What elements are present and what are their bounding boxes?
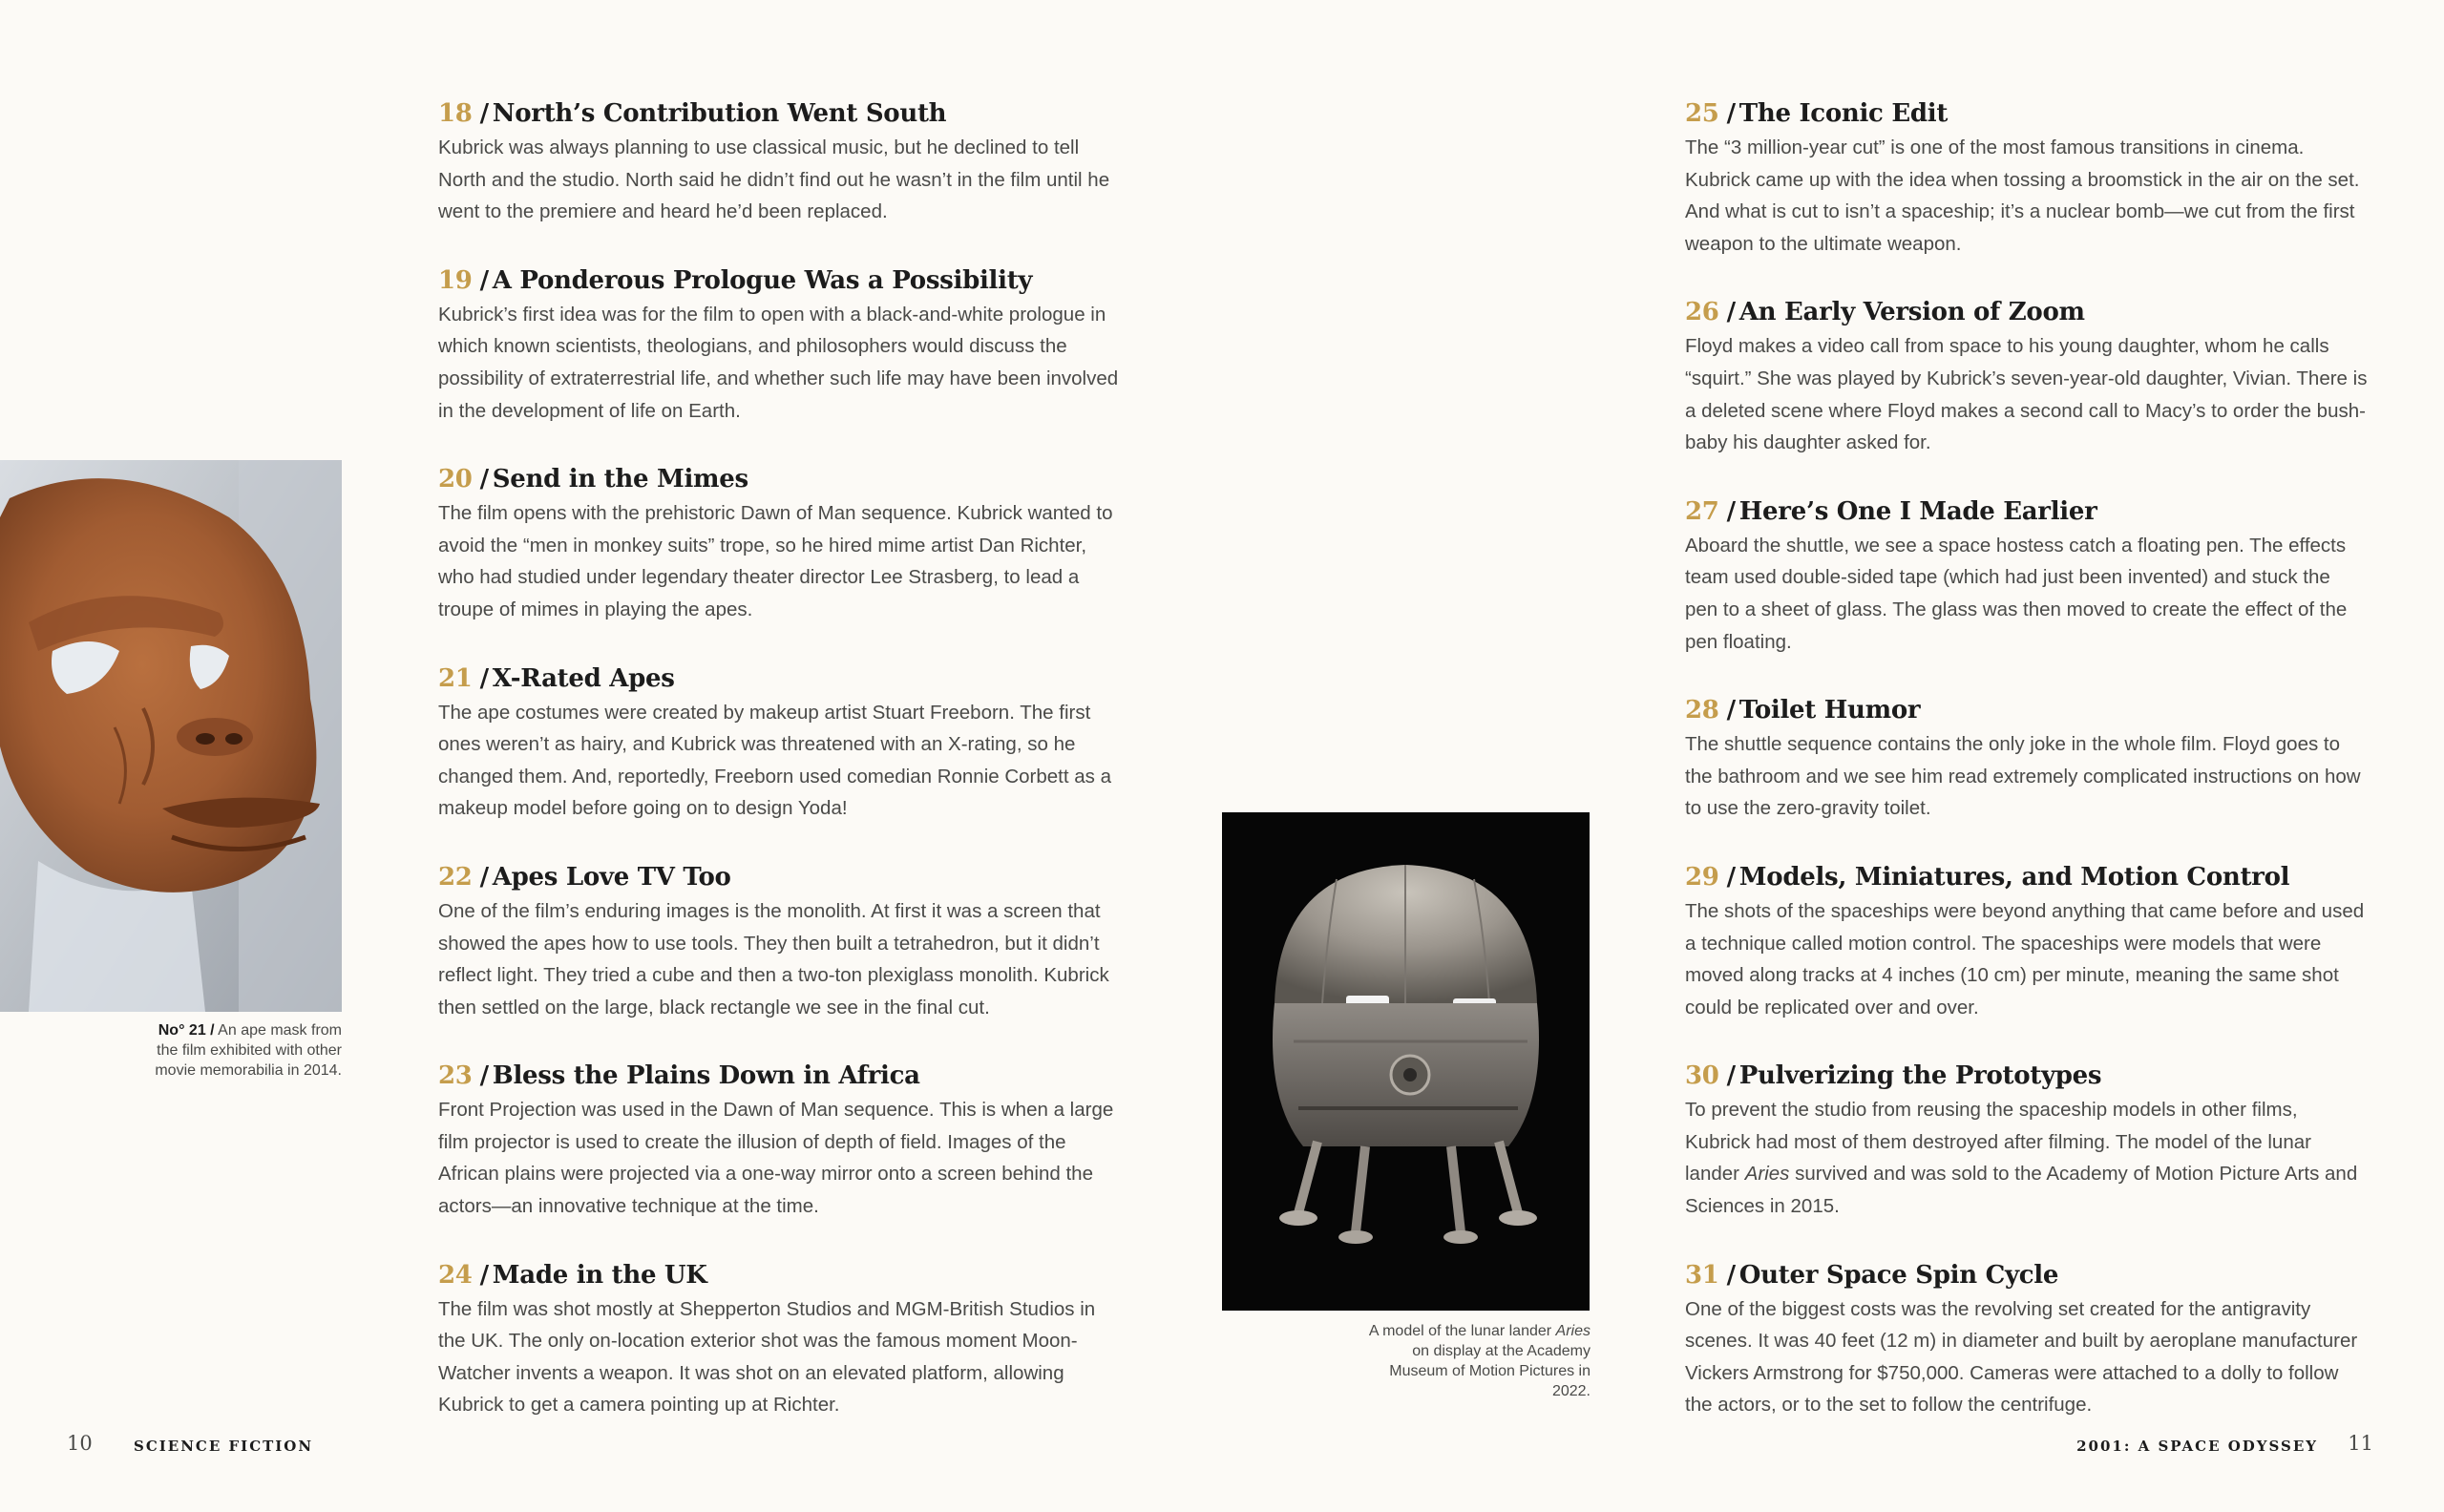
entry-title: Outer Space Spin Cycle: [1738, 1260, 2059, 1290]
entry-number: 22: [438, 862, 473, 892]
entry-19: [438, 262, 1121, 427]
entry-22: [438, 859, 1121, 1023]
entry-heading: [438, 661, 1121, 697]
ape-mask-caption: [134, 1020, 342, 1081]
entry-title: Apes Love TV Too: [492, 862, 731, 892]
entry-number: 30: [1685, 1061, 1719, 1091]
entry-number: 24: [438, 1260, 473, 1290]
caption-label: No° 21 /: [158, 1022, 215, 1039]
entry-heading: [1685, 95, 2368, 132]
separator: /: [1726, 496, 1736, 526]
entry-heading: [438, 95, 1121, 132]
entry-number: 23: [438, 1061, 473, 1091]
entry-number: 21: [438, 663, 473, 693]
entry-29: [1685, 859, 2368, 1023]
right-column: [1685, 95, 2368, 1456]
right-running-head: 2001: A SPACE ODYSSEY: [2076, 1438, 2318, 1455]
entry-title: A Ponderous Prologue Was a Possibility: [492, 265, 1033, 295]
entry-body: One of the film’s enduring images is the monolith. At first it was a screen that showed the apes how to use tools. They then built a tetrahedron, but it didn’t reflect light. They tried a cube and then a two-ton plexiglass monolith. Kubrick then settled on the large, black rectangle we see in the final cut.: [438, 899, 1109, 1018]
entry-title: An Early Version of Zoom: [1738, 298, 2085, 327]
separator: /: [479, 465, 489, 494]
entry-body: One of the biggest costs was the revolving set created for the antigravity scenes. It was 40 feet (12 m) in diameter and built by aeroplane manufacturer Vickers Armstrong for $750,000. Cameras were attached to a dolly to follow the actors, or to the set to follow the centrifuge.: [1685, 1297, 2358, 1417]
entry-title: Bless the Plains Down in Africa: [492, 1061, 920, 1091]
ape-mask-photo: [0, 460, 342, 1012]
entry-body: The ape costumes were created by makeup artist Stuart Freeborn. The first ones weren’t as hairy, and Kubrick was threatened with an X-rating, so he changed them. And, reportedly, Freeborn used comedian Ronnie Corbett as a makeup model before going on to design Yoda!: [438, 701, 1112, 820]
separator: /: [1726, 1260, 1736, 1290]
entry-title: Toilet Humor: [1738, 696, 1921, 725]
entry-heading: [1685, 692, 2368, 728]
entry-title: Here’s One I Made Earlier: [1738, 496, 2097, 526]
entry-heading: [1685, 859, 2368, 895]
entry-body: Front Projection was used in the Dawn of Man sequence. This is when a large film projector is used to create the illusion of depth of field. Images of the African plains were projected via a one-way mirror onto a screen behind the actors—an innovative technique at the time.: [438, 1099, 1114, 1218]
left-column: [438, 95, 1121, 1456]
caption-text: An ape mask from the film exhibited with other movie memorabilia in 2014.: [155, 1022, 342, 1079]
separator: /: [479, 862, 489, 892]
entry-number: 25: [1685, 99, 1719, 128]
entry-title: Made in the UK: [492, 1260, 707, 1290]
entry-heading: [438, 1058, 1121, 1094]
entry-title: North’s Contribution Went South: [492, 99, 947, 128]
separator: /: [1726, 862, 1736, 892]
caption-text-after: on display at the Academy Museum of Motion Pictures in 2022.: [1389, 1343, 1591, 1399]
entry-24: [438, 1257, 1121, 1421]
entry-heading: [1685, 1257, 2368, 1293]
left-page-number: 10: [67, 1432, 93, 1455]
lunar-lander-caption: [1356, 1321, 1591, 1401]
entry-heading: [438, 859, 1121, 895]
entry-body-emphasis: Aries: [1744, 1163, 1790, 1186]
caption-emphasis: Aries: [1555, 1323, 1591, 1339]
entry-27: [1685, 494, 2368, 658]
entry-body-before: To prevent the studio from reusing the spaceship models in other films, Kubrick had most of them destroyed after filming. The model of the lunar lander: [1685, 1099, 2311, 1186]
entry-body: The film was shot mostly at Shepperton Studios and MGM-British Studios in the UK. The only on-location exterior shot was the famous moment Moon-Watcher invents a weapon. It was shot on an elevated platform, allowing Kubrick to get a camera pointing up at Richter.: [438, 1297, 1096, 1417]
entry-18: [438, 95, 1121, 228]
ape-mask-image: [0, 460, 342, 1012]
entry-23: [438, 1058, 1121, 1222]
entry-number: 19: [438, 265, 473, 295]
entry-body: Floyd makes a video call from space to his young daughter, whom he calls “squirt.” She was played by Kubrick’s seven-year-old daughter, Vivian. There is a deleted scene where Floyd makes a second call to Macy’s to order the bush-baby his daughter asked for.: [1685, 335, 2368, 454]
left-running-head: SCIENCE FICTION: [134, 1438, 314, 1455]
separator: /: [479, 99, 489, 128]
entry-body: The shots of the spaceships were beyond anything that came before and used a technique called motion control. The spaceships were models that were moved along tracks at 4 inches (10 cm) per minute, meaning the same shot could be replicated over and over.: [1685, 899, 2365, 1018]
entry-heading: [438, 461, 1121, 497]
entry-heading: [1685, 294, 2368, 330]
entry-number: 29: [1685, 862, 1719, 892]
separator: /: [479, 1260, 489, 1290]
entry-20: [438, 461, 1121, 625]
entry-number: 28: [1685, 696, 1719, 725]
entry-heading: [1685, 1058, 2368, 1094]
entry-body: Aboard the shuttle, we see a space hostess catch a floating pen. The effects team used double-sided tape (which had just been invented) and stuck the pen to a sheet of glass. The glass was then moved to create the effect of the pen floating.: [1685, 534, 2348, 653]
entry-28: [1685, 692, 2368, 825]
entry-number: 31: [1685, 1260, 1719, 1290]
entry-25: [1685, 95, 2368, 260]
entry-body: [1685, 1094, 2368, 1222]
lunar-lander-image: [1222, 812, 1590, 1311]
entry-heading: [438, 262, 1121, 299]
entry-title: X-Rated Apes: [492, 663, 675, 693]
entry-title: Send in the Mimes: [492, 465, 748, 494]
entry-title: Pulverizing the Prototypes: [1738, 1061, 2102, 1091]
separator: /: [1726, 99, 1736, 128]
entry-body: Kubrick was always planning to use classical music, but he declined to tell North and the studio. North said he didn’t find out he wasn’t in the film until he went to the premiere and heard he’d been replaced.: [438, 136, 1110, 223]
entry-26: [1685, 294, 2368, 458]
entry-title: The Iconic Edit: [1738, 99, 1949, 128]
entry-title: Models, Miniatures, and Motion Control: [1738, 862, 2290, 892]
entry-body: Kubrick’s first idea was for the film to open with a black-and-white prologue in which known scientists, theologians, and philosophers would discuss the possibility of extraterrestrial life, and whether such life may have been involved in the development of life on Earth.: [438, 303, 1119, 422]
entry-number: 20: [438, 465, 473, 494]
entry-body: The shuttle sequence contains the only joke in the whole film. Floyd goes to the bathroom and we see him read extremely complicated instructions on how to use the zero-gravity toilet.: [1685, 733, 2361, 820]
lunar-lander-photo: [1222, 812, 1590, 1311]
separator: /: [479, 663, 489, 693]
separator: /: [479, 265, 489, 295]
separator: /: [1726, 1061, 1736, 1091]
entry-30: [1685, 1058, 2368, 1222]
caption-text-before: A model of the lunar lander: [1368, 1323, 1556, 1339]
separator: /: [1726, 298, 1736, 327]
entry-body: The film opens with the prehistoric Dawn of Man sequence. Kubrick wanted to avoid the “men in monkey suits” trope, so he hired mime artist Dan Richter, who had studied under legendary theater director Lee Strasberg, to lead a troupe of mimes in playing the apes.: [438, 502, 1113, 620]
entry-number: 26: [1685, 298, 1719, 327]
entry-body: The “3 million-year cut” is one of the most famous transitions in cinema. Kubrick came up with the idea when tossing a broomstick in the air on the set. And what is cut to isn’t a spaceship; it’s a nuclear bomb—we cut from the first weapon to the ultimate weapon.: [1685, 136, 2360, 255]
entry-number: 27: [1685, 496, 1719, 526]
right-page-number: 11: [2348, 1432, 2373, 1455]
entry-heading: [1685, 494, 2368, 530]
entry-21: [438, 661, 1121, 825]
separator: /: [479, 1061, 489, 1091]
entry-heading: [438, 1257, 1121, 1293]
entry-number: 18: [438, 99, 473, 128]
entry-31: [1685, 1257, 2368, 1421]
entry-body-after: survived and was sold to the Academy of Motion Picture Arts and Sciences in 2015.: [1685, 1163, 2358, 1218]
separator: /: [1726, 696, 1736, 725]
